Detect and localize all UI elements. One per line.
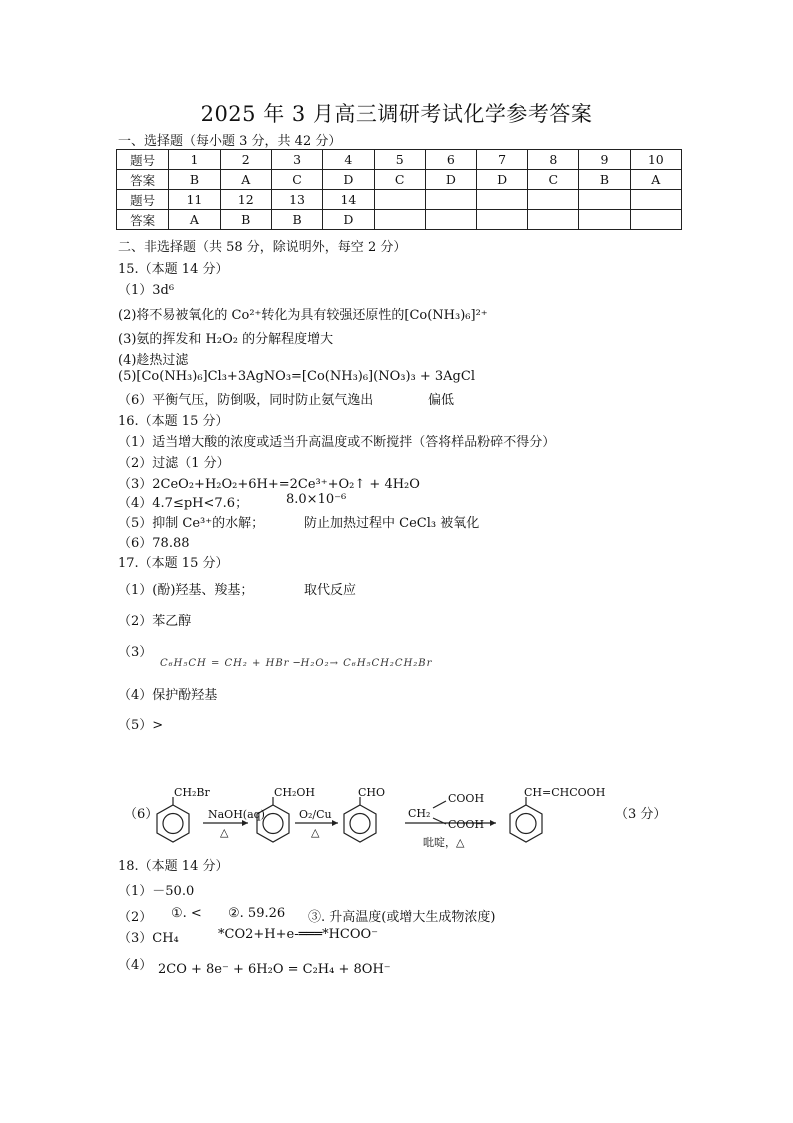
q16-heading: 16.（本题 15 分） xyxy=(118,414,229,429)
table-cell: 2 xyxy=(220,150,271,170)
q18-answer-2c: ③. 升高温度(或增大生成物浓度) xyxy=(308,910,496,925)
table-cell: 7 xyxy=(476,150,527,170)
q15-answer-1: （1）3d⁶ xyxy=(118,283,175,298)
q16-answer-3: （3）2CeO₂+H₂O₂+6H+=2Ce³⁺+O₂↑ + 4H₂O xyxy=(118,477,420,492)
table-cell: A xyxy=(630,170,681,190)
q16-answer-1: （1）适当增大酸的浓度或适当升高温度或不断搅拌（答将样品粉碎不得分） xyxy=(118,435,556,450)
q18-answer-3b: *CO2+H+e-═══*HCOO⁻ xyxy=(218,927,379,942)
scheme-cond-2: △ xyxy=(311,826,320,839)
table-cell: C xyxy=(528,170,579,190)
benzene-ring-3 xyxy=(344,805,376,842)
table-cell: 6 xyxy=(425,150,476,170)
scheme-s2: CH₂OH xyxy=(274,786,316,799)
table-cell xyxy=(630,190,681,210)
q17-answer-6: （6） xyxy=(124,807,159,822)
table-cell: B xyxy=(579,170,630,190)
table-row xyxy=(117,170,682,190)
answer-table xyxy=(116,149,682,230)
q18-heading: 18.（本题 14 分） xyxy=(118,859,229,874)
table-cell xyxy=(528,210,579,230)
scheme-cond-1: △ xyxy=(220,826,229,839)
table-cell: 10 xyxy=(630,150,681,170)
scheme-s4: CH=CHCOOH xyxy=(524,786,606,799)
table-cell: 11 xyxy=(169,190,220,210)
scheme-reagent-2: O₂/Cu xyxy=(299,808,332,821)
scheme-malonic-top: COOH xyxy=(448,792,485,805)
q17-answer-6-score: （3 分） xyxy=(615,807,667,822)
table-row xyxy=(117,190,682,210)
table-cell: D xyxy=(323,210,374,230)
q18-answer-2a: ①. < xyxy=(171,906,202,921)
table-cell: 4 xyxy=(323,150,374,170)
q17-heading: 17.（本题 15 分） xyxy=(118,556,229,571)
q17-equation: C₆H₅CH = CH₂ + HBr ─H₂O₂→ C₆H₅CH₂CH₂Br xyxy=(160,658,433,669)
scheme-cond-3: 吡啶，△ xyxy=(423,836,465,849)
table-cell xyxy=(630,210,681,230)
table-cell: 5 xyxy=(374,150,425,170)
table-cell: 题号 xyxy=(117,190,169,210)
page-title: 2025 年 3 月高三调研考试化学参考答案 xyxy=(200,102,593,126)
q17-answer-5: （5）> xyxy=(118,718,164,733)
q18-answer-2: （2） xyxy=(118,910,153,925)
q16-answer-6: （6）78.88 xyxy=(118,536,190,551)
q18-answer-3: （3）CH₄ xyxy=(118,931,179,946)
table-cell: D xyxy=(425,170,476,190)
q16-answer-4: （4）4.7≤pH<7.6； xyxy=(118,496,249,511)
section1-heading: 一、选择题（每小题 3 分，共 42 分） xyxy=(118,134,342,149)
q16-answer-5: （5）抑制 Ce³⁺的水解； xyxy=(118,516,265,531)
q17-answer-1: （1）(酚)羟基、羧基； xyxy=(118,583,254,598)
table-cell: C xyxy=(374,170,425,190)
q15-answer-6b: 偏低 xyxy=(428,393,455,408)
q15-answer-2: (2)将不易被氧化的 Co²⁺转化为具有较强还原性的[Co(NH₃)₆]²⁺ xyxy=(118,308,488,323)
table-cell xyxy=(425,210,476,230)
table-cell xyxy=(579,210,630,230)
table-cell: D xyxy=(476,170,527,190)
table-cell xyxy=(579,190,630,210)
scheme-s3: CHO xyxy=(358,786,386,799)
table-cell: 答案 xyxy=(117,170,169,190)
benzene-ring-4 xyxy=(510,805,542,842)
table-cell: A xyxy=(169,210,220,230)
table-cell xyxy=(374,190,425,210)
q15-answer-4: (4)趁热过滤 xyxy=(118,353,189,368)
table-cell: 3 xyxy=(271,150,322,170)
q16-answer-5b: 防止加热过程中 CeCl₃ 被氧化 xyxy=(304,516,480,531)
q17-answer-1b: 取代反应 xyxy=(304,583,357,598)
table-cell: 13 xyxy=(271,190,322,210)
benzene-ring-1 xyxy=(157,805,189,842)
table-cell: 1 xyxy=(169,150,220,170)
table-cell: 12 xyxy=(220,190,271,210)
table-cell xyxy=(528,190,579,210)
q18-equation: 2CO + 8e⁻ + 6H₂O = C₂H₄ + 8OH⁻ xyxy=(158,962,391,977)
table-cell: 9 xyxy=(579,150,630,170)
table-cell: C xyxy=(271,170,322,190)
q18-answer-2b: ②. 59.26 xyxy=(228,906,286,921)
table-cell: A xyxy=(220,170,271,190)
table-row xyxy=(117,210,682,230)
table-cell: B xyxy=(271,210,322,230)
table-cell xyxy=(476,210,527,230)
table-cell xyxy=(425,190,476,210)
table-row xyxy=(117,150,682,170)
q15-answer-3: (3)氨的挥发和 H₂O₂ 的分解程度增大 xyxy=(118,332,334,347)
q17-answer-2: （2）苯乙醇 xyxy=(118,614,192,629)
section2-heading: 二、非选择题（共 58 分，除说明外，每空 2 分） xyxy=(118,240,407,255)
table-cell: 8 xyxy=(528,150,579,170)
q17-answer-4: （4）保护酚羟基 xyxy=(118,688,218,703)
q16-answer-2: （2）过滤（1 分） xyxy=(118,456,230,471)
table-cell: 题号 xyxy=(117,150,169,170)
table-cell xyxy=(374,210,425,230)
scheme-s1: CH₂Br xyxy=(174,786,210,799)
q17-answer-3: （3） xyxy=(118,645,153,660)
table-cell xyxy=(476,190,527,210)
q15-answer-5: (5)[Co(NH₃)₆]Cl₃+3AgNO₃=[Co(NH₃)₆](NO₃)₃ + 3AgCl xyxy=(118,369,475,384)
q18-answer-1: （1）－50.0 xyxy=(118,884,195,899)
table-cell: B xyxy=(220,210,271,230)
q16-answer-4b: 8.0×10⁻⁶ xyxy=(286,492,347,507)
q18-answer-4: （4） xyxy=(118,958,153,973)
table-cell: 答案 xyxy=(117,210,169,230)
q15-answer-6: （6）平衡气压，防倒吸，同时防止氨气逸出 xyxy=(118,393,374,408)
scheme-malonic-ch2: CH₂ xyxy=(408,807,431,820)
q15-heading: 15.（本题 14 分） xyxy=(118,262,229,277)
table-cell: 14 xyxy=(323,190,374,210)
scheme-malonic-bot: COOH xyxy=(448,818,485,831)
table-cell: B xyxy=(169,170,220,190)
synthesis-scheme xyxy=(148,780,616,858)
table-cell: D xyxy=(323,170,374,190)
scheme-reagent-1: NaOH(aq) xyxy=(208,808,265,821)
